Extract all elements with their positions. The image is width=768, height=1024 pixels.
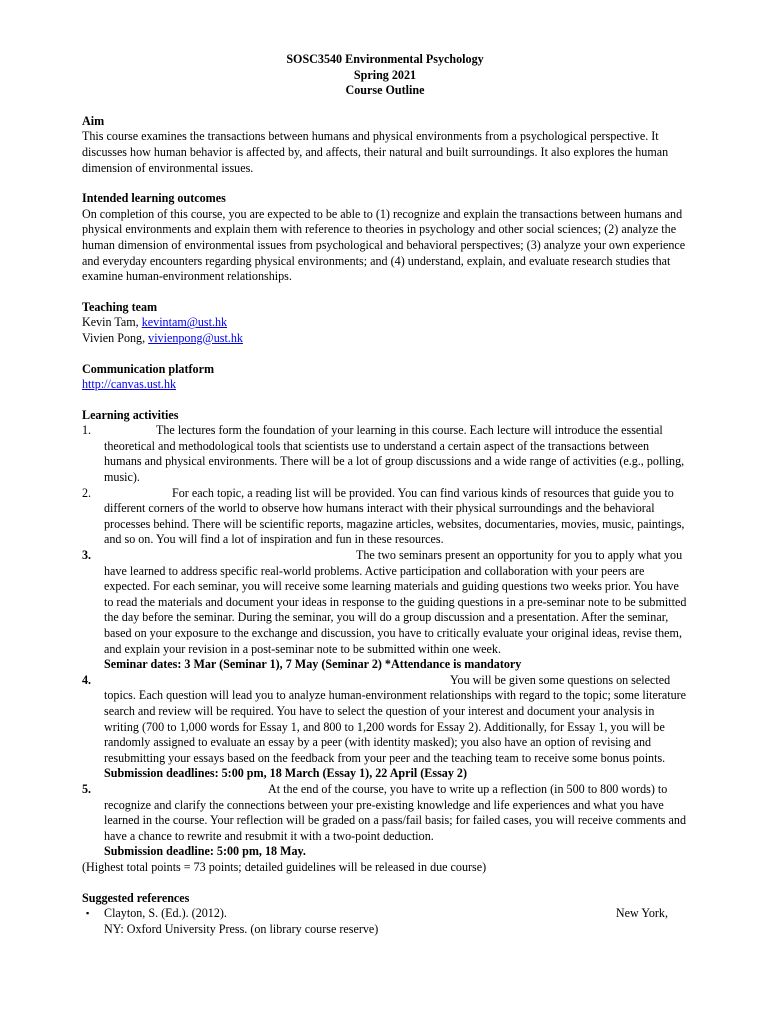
reference-place: New York, xyxy=(615,906,668,921)
term: Spring 2021 xyxy=(353,67,417,82)
activities-section xyxy=(82,408,688,876)
canvas-link[interactable]: http://canvas.ust.hk xyxy=(82,377,177,392)
team-heading: Teaching team xyxy=(82,299,158,314)
aim-heading: Aim xyxy=(82,113,105,128)
item-number: 5. xyxy=(82,781,92,796)
square-bullet-icon: ▪ xyxy=(86,908,90,919)
activity-item xyxy=(82,423,688,485)
item-text: The lectures form the foundation of your learning in this course. Each lecture will introduce the essential theoretical and methodological tools that scientists use to understand a certain aspect of the transactions between humans and physical environments. There will be a lot of group discussions and a wide range of activities (e.g., polling, music). xyxy=(104,423,685,485)
reference-item xyxy=(82,906,688,937)
aim-text: This course examines the transactions between humans and physical environments from a psychological perspective. It discusses how human behavior is affected by, and affects, their natural and built surroundings. It also explores the human dimension of environmental issues. xyxy=(82,129,669,175)
item-text: For each topic, a reading list will be provided. You can find various kinds of resources that guide you to different corners of the world to observe how humans interact with their physical surroundings and the behavioral processes behind. There will be scientific reports, magazine articles, websites, documentaries, movies, music, paintings, and so on. You will find a lot of inspiration and fun in these resources. xyxy=(104,485,685,547)
item-text: The two seminars present an opportunity for you to apply what you have learned to address specific real-world problems. Active participation and collaboration with your peers are expected. For each seminar, you will receive some learning materials and guiding questions two weeks prior. You have to read the materials and document your ideas in response to the guiding questions in a pre-seminar note to be submitted the day before the seminar. During the seminar, you will do a group discussion and a presentation. After the seminar, based on your exposure to the exchange and discussion, you have to critically evaluate your original ideas, revise them, and explain your revision in a post-seminar note to be submitted within one week. xyxy=(104,548,687,656)
reference-author: Clayton, S. (Ed.). (2012). xyxy=(104,906,227,921)
team-section xyxy=(82,300,688,347)
activities-heading: Learning activities xyxy=(82,407,179,422)
activity-item xyxy=(82,782,688,860)
outline-label: Course Outline xyxy=(345,83,425,98)
platform-heading: Communication platform xyxy=(82,361,215,376)
team-member xyxy=(82,331,688,347)
member-name: Kevin Tam, xyxy=(82,315,142,330)
item-number: 4. xyxy=(82,672,92,687)
activity-item xyxy=(82,673,688,782)
team-member xyxy=(82,315,688,331)
member-email-link[interactable]: kevintam@ust.hk xyxy=(141,315,228,330)
platform-section xyxy=(82,362,688,393)
reference-publisher: NY: Oxford University Press. (on library course reserve) xyxy=(104,921,379,936)
references-heading: Suggested references xyxy=(82,890,190,905)
outcomes-heading: Intended learning outcomes xyxy=(82,191,226,206)
seminar-dates: Seminar dates: 3 Mar (Seminar 1), 7 May (Seminar 2) *Attendance is mandatory xyxy=(104,657,522,672)
item-number: 3. xyxy=(82,548,92,563)
course-code-title: SOSC3540 Environmental Psychology xyxy=(286,52,484,66)
reflection-deadline: Submission deadline: 5:00 pm, 18 May. xyxy=(104,844,306,859)
item-number: 1. xyxy=(82,423,92,438)
essay-deadlines: Submission deadlines: 5:00 pm, 18 March (Essay 1), 22 April (Essay 2) xyxy=(104,766,467,781)
item-text: At the end of the course, you have to write up a reflection (in 500 to 800 words) to recognize and clarify the connections between your pre-existing knowledge and life experiences and what you have learned in the course. Your reflection will be graded on a pass/fail basis; for failed cases, you will receive comments and have a chance to rewrite and resubmit it with a two-point deduction. xyxy=(104,781,686,843)
member-name: Vivien Pong, xyxy=(82,330,149,345)
references-section xyxy=(82,891,688,938)
points-note: (Highest total points = 73 points; detailed guidelines will be released in due course) xyxy=(82,859,487,874)
document-title xyxy=(82,52,688,99)
activity-item xyxy=(82,486,688,548)
outcomes-text: On completion of this course, you are expected to be able to (1) recognize and explain the transactions between humans and physical environments and explain them with reference to theories in psychology and other social sciences; (2) analyze the human dimension of environmental issues from psychological and behavioral perspectives; (3) analyze your own experience and everyday encounters regarding physical environments; and (4) understand, explain, and evaluate research studies that examine human-environment relationships. xyxy=(82,206,686,284)
aim-section xyxy=(82,114,688,176)
item-text: You will be given some questions on selected topics. Each question will lead you to analyze human-environment relationships with regard to the topic; some literature search and review will be required. You have to select the question of your interest and document your analysis in writing (700 to 1,000 words for Essay 1, and 800 to 1,200 words for Essay 2). Additionally, for Essay 1, you will be randomly assigned to evaluate an essay by a peer (with identity masked); you also have an option of revising and resubmitting your essays based on the feedback from your peer and the teaching team to receive some bonus points. xyxy=(104,672,687,765)
activity-item xyxy=(82,548,688,673)
item-number: 2. xyxy=(82,485,92,500)
member-email-link[interactable]: vivienpong@ust.hk xyxy=(148,330,243,345)
outcomes-section xyxy=(82,191,688,285)
